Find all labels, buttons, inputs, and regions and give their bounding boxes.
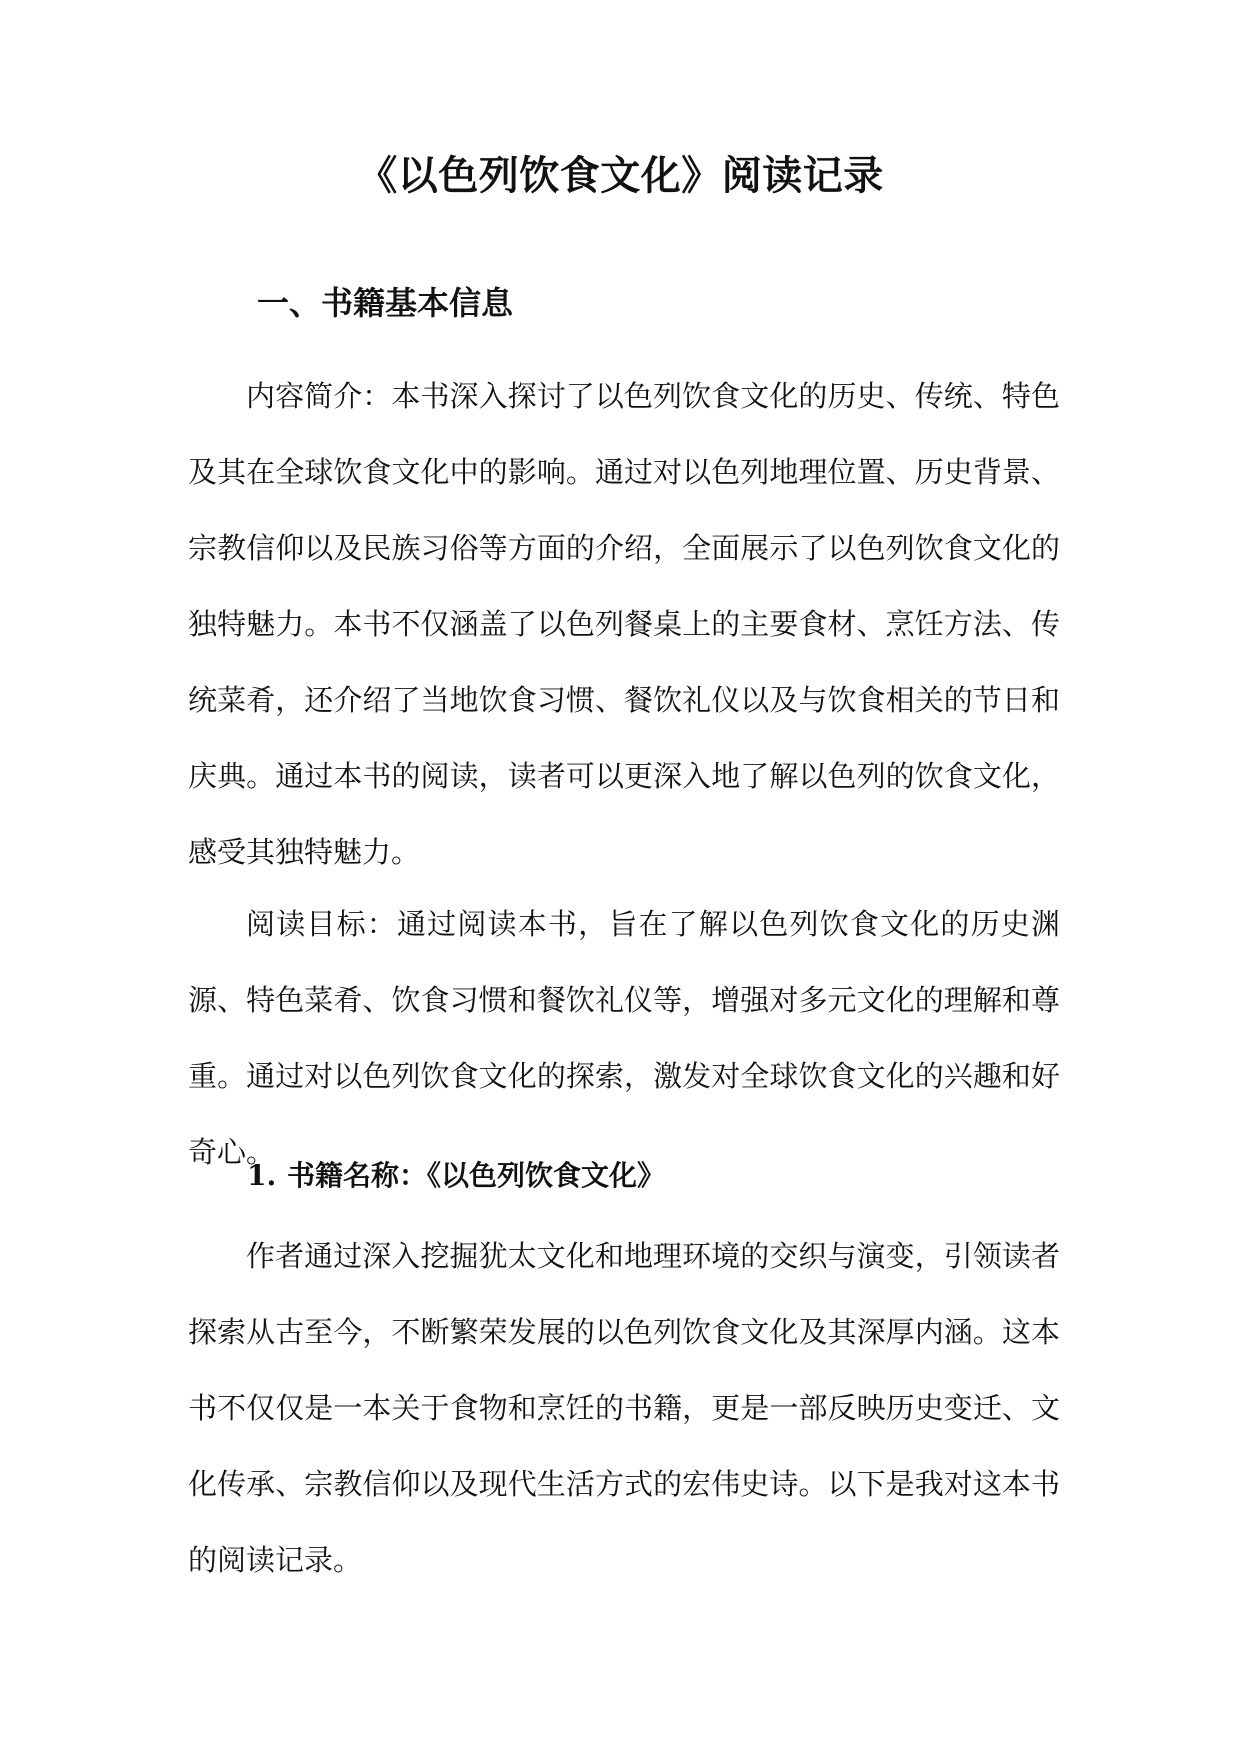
reading-goal-paragraph: 阅读目标：通过阅读本书，旨在了解以色列饮食文化的历史渊源、特色菜肴、饮食习惯和餐饮礼仪等，增强对多元文化的理解和尊重。通过对以色列饮食文化的探索，激发对全球饮食文化的兴趣和好奇心。 [188, 907, 1060, 1169]
section-heading-basic-info: 一、书籍基本信息 [257, 284, 514, 322]
content-summary-paragraph: 内容简介：本书深入探讨了以色列饮食文化的历史、传统、特色及其在全球饮食文化中的影响。通过对以色列地理位置、历史背景、宗教信仰以及民族习俗等方面的介绍，全面展示了以色列饮食文化的独特魅力。本书不仅涵盖了以色列餐桌上的主要食材、烹饪方法、传统菜肴，还介绍了当地饮食习惯、餐饮礼仪以及与饮食相关的节日和庆典。通过本书的阅读，读者可以更深入地了解以色列的饮食文化，感受其独特魅力。 [188, 379, 1060, 869]
subsection-number: 1. [247, 1159, 277, 1192]
document-title: 《以色列饮食文化》阅读记录 [357, 152, 884, 199]
author-intro-paragraph: 作者通过深入挖掘犹太文化和地理环境的交织与演变，引领读者探索从古至今，不断繁荣发展的以色列饮食文化及其深厚内涵。这本书不仅仅是一本关于食物和烹饪的书籍，更是一部反映历史变迁、文化传承、宗教信仰以及现代生活方式的宏伟史诗。以下是我对这本书的阅读记录。 [188, 1239, 1060, 1577]
subsection-title: 书籍名称：《以色列饮食文化》 [287, 1159, 666, 1192]
subsection-heading-book-name [247, 1154, 665, 1198]
